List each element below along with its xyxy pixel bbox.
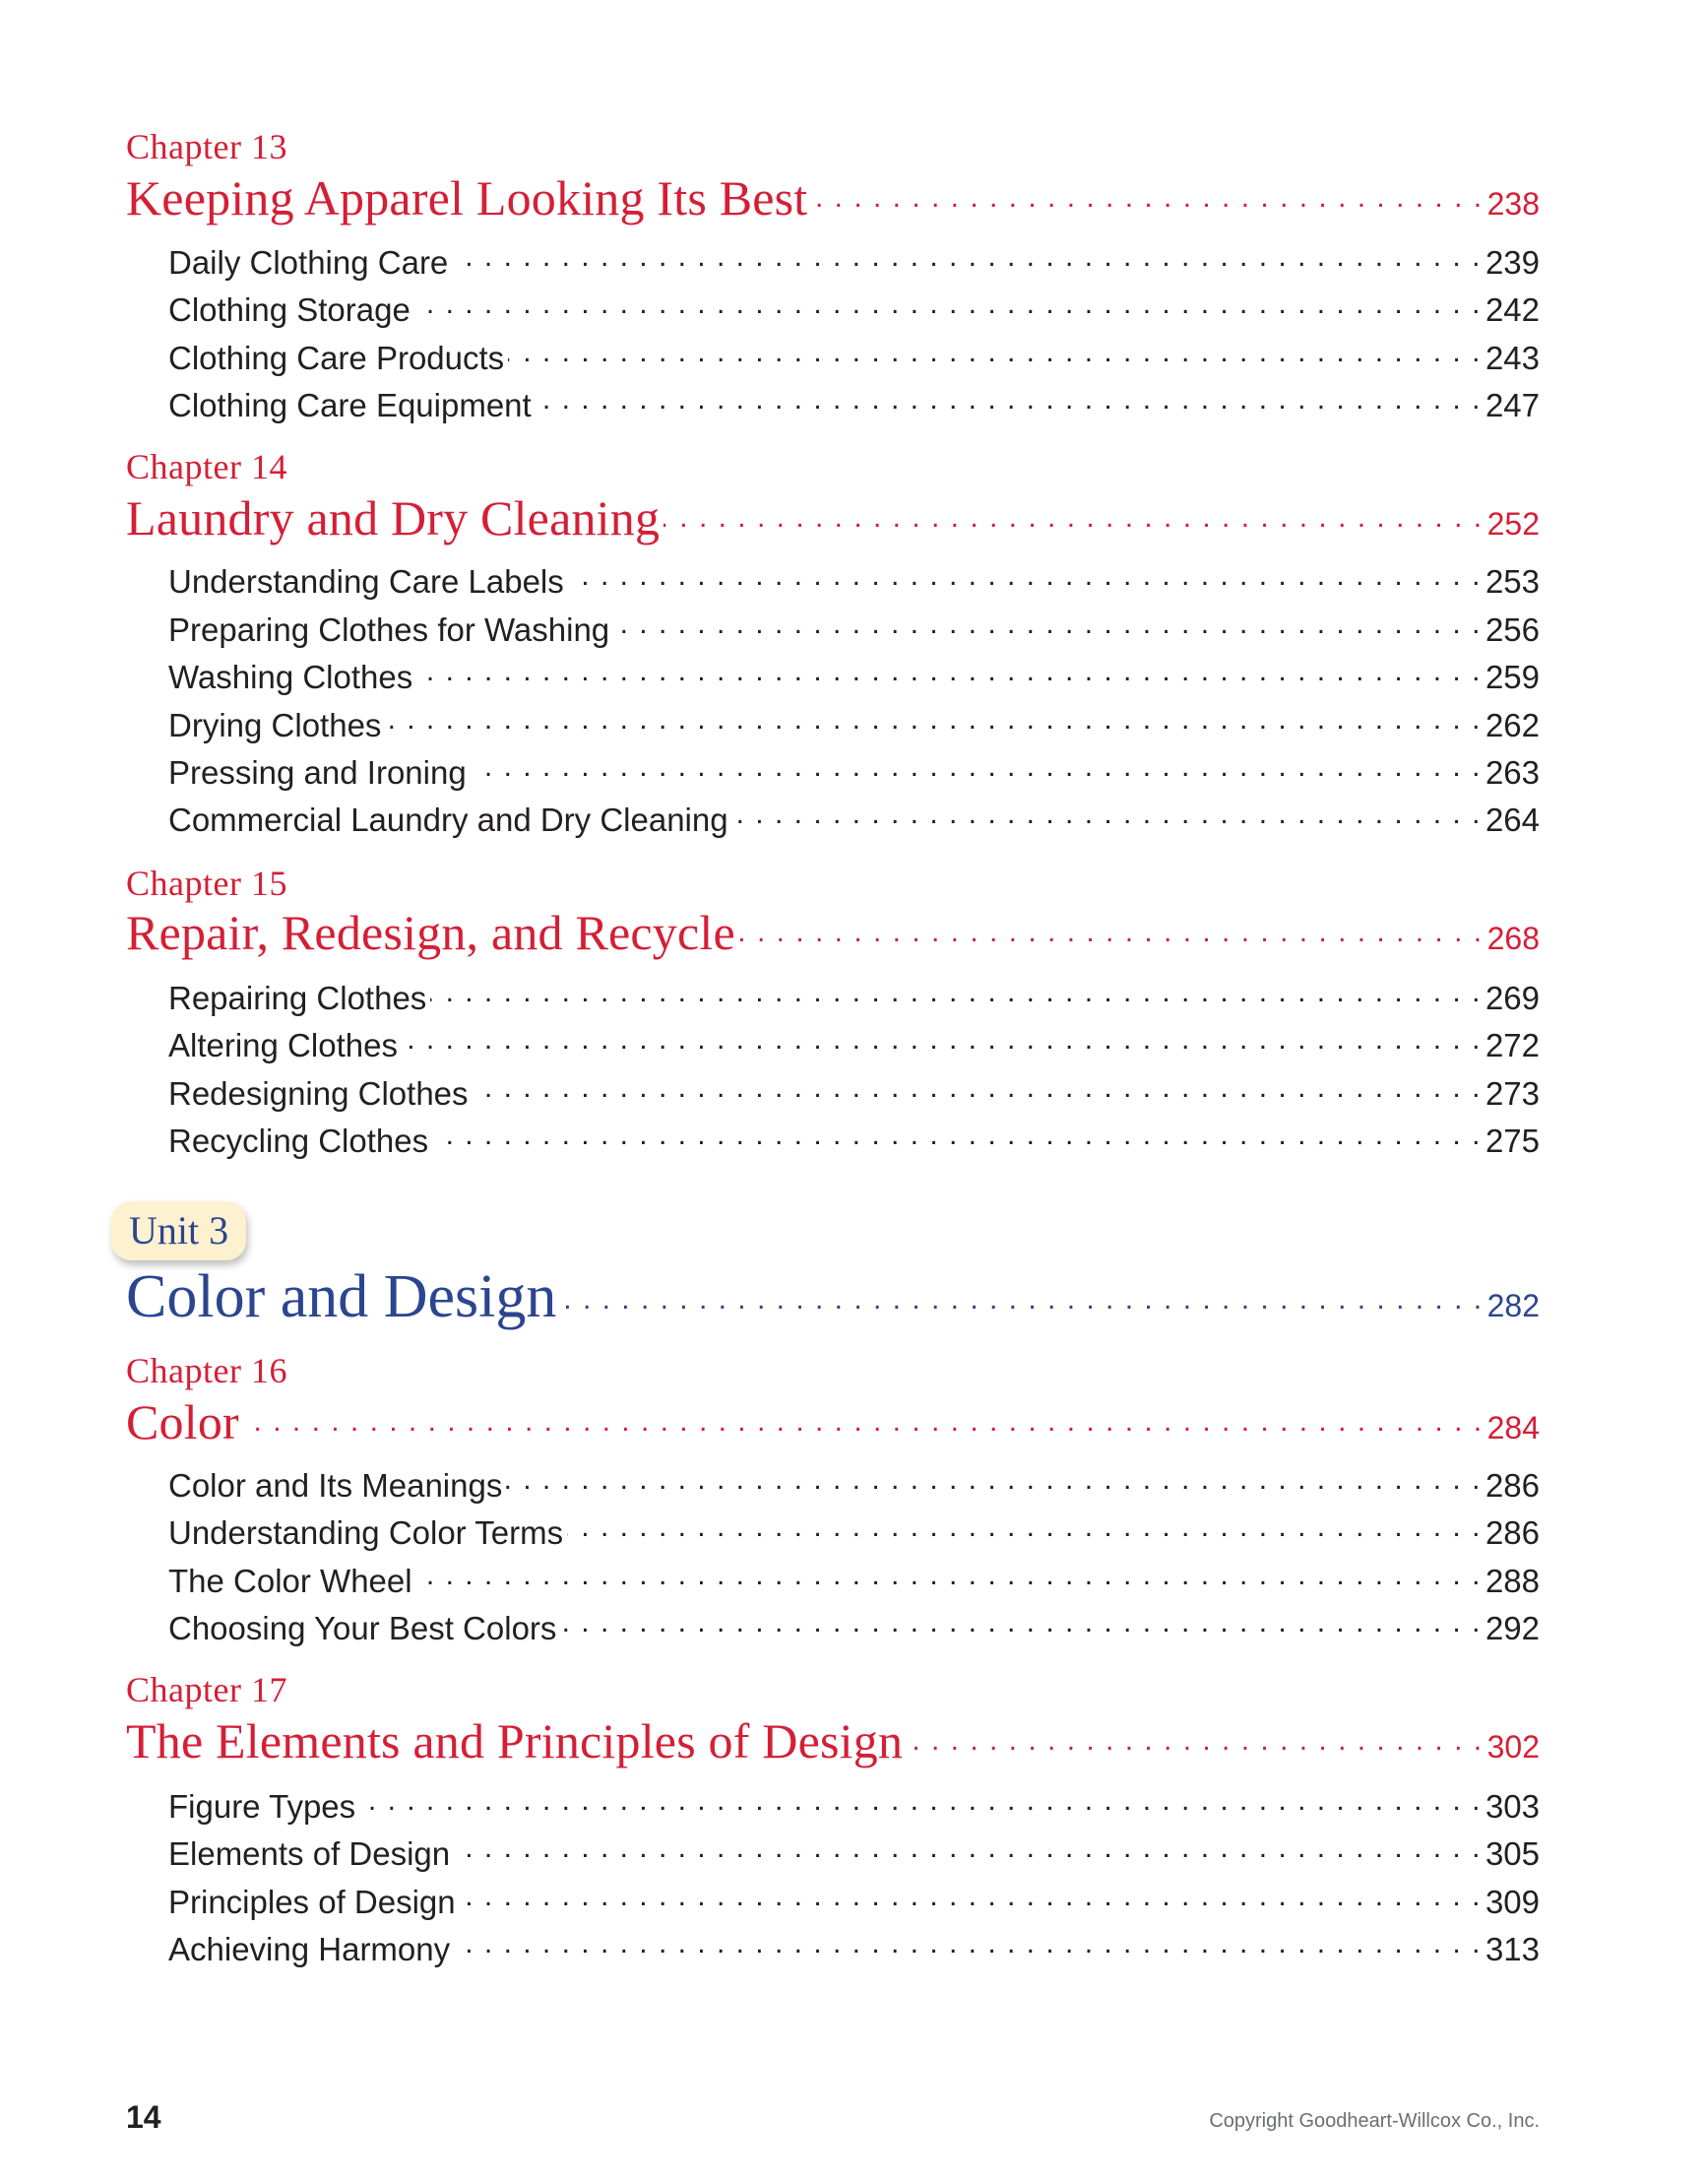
dot-leader	[560, 1283, 1483, 1317]
dot-leader	[243, 1405, 1484, 1439]
chapter-page-number: 284	[1486, 1410, 1540, 1445]
toc-entry[interactable]	[168, 798, 1540, 839]
dot-leader	[414, 288, 1482, 321]
entry-page-number: 272	[1485, 1027, 1540, 1063]
chapter-title-row[interactable]	[126, 169, 1540, 226]
dot-leader	[907, 1724, 1483, 1758]
dot-leader	[416, 1559, 1482, 1592]
entry-title: Clothing Care Products	[168, 340, 505, 376]
entry-title: Redesigning Clothes	[168, 1075, 469, 1112]
entry-title: Understanding Color Terms	[168, 1514, 564, 1551]
toc-entry[interactable]	[168, 608, 1540, 649]
entry-title: Drying Clothes	[168, 707, 382, 743]
entry-page-number: 239	[1485, 244, 1540, 281]
entry-title: Elements of Design	[168, 1835, 451, 1872]
toc-entry[interactable]	[168, 750, 1540, 792]
toc-entry[interactable]	[168, 240, 1540, 282]
entry-page-number: 263	[1485, 754, 1540, 791]
unit-title: Color and Design	[126, 1263, 557, 1330]
dot-leader	[359, 1784, 1482, 1818]
entry-page-number: 288	[1485, 1563, 1540, 1599]
chapter-title: Laundry and Dry Cleaning	[126, 490, 661, 546]
chapter-title-row[interactable]	[126, 1712, 1540, 1769]
dot-leader	[460, 1880, 1482, 1913]
entry-page-number: 292	[1485, 1610, 1540, 1646]
unit-page-number: 282	[1486, 1288, 1540, 1323]
dot-leader	[811, 181, 1483, 215]
dot-leader	[452, 240, 1482, 274]
dot-leader	[732, 798, 1482, 831]
chapter-title-row[interactable]	[126, 489, 1540, 546]
dot-leader	[613, 608, 1482, 641]
entry-title: Figure Types	[168, 1788, 356, 1825]
entry-title: The Color Wheel	[168, 1563, 412, 1599]
toc-entry[interactable]	[168, 1463, 1540, 1505]
toc-entry[interactable]	[168, 336, 1540, 377]
toc-entry[interactable]	[168, 1784, 1540, 1826]
chapter-page-number: 238	[1486, 186, 1540, 222]
dot-leader	[454, 1927, 1482, 1960]
unit-title-row[interactable]	[126, 1262, 1540, 1332]
entry-page-number: 303	[1485, 1788, 1540, 1825]
toc-entry[interactable]	[168, 976, 1540, 1017]
chapter-title: The Elements and Principles of Design	[126, 1713, 904, 1768]
toc-entry[interactable]	[168, 288, 1540, 329]
entry-title: Repairing Clothes	[168, 980, 427, 1016]
chapter-title: Repair, Redesign, and Recycle	[126, 905, 735, 960]
entry-page-number: 256	[1485, 611, 1540, 648]
unit-badge: Unit 3	[111, 1201, 246, 1260]
chapter-page-number: 302	[1486, 1729, 1540, 1765]
toc-entry[interactable]	[168, 1510, 1540, 1552]
toc-entry[interactable]	[168, 1023, 1540, 1064]
entry-page-number: 253	[1485, 563, 1540, 600]
chapter-label: Chapter 15	[126, 864, 287, 903]
dot-leader	[568, 559, 1482, 593]
footer-page-number: 14	[126, 2099, 161, 2135]
chapter-title-row[interactable]	[126, 904, 1540, 961]
entry-page-number: 242	[1485, 291, 1540, 328]
entry-page-number: 286	[1485, 1467, 1540, 1504]
entry-page-number: 275	[1485, 1123, 1540, 1159]
dot-leader	[560, 1606, 1482, 1639]
entry-page-number: 247	[1485, 387, 1540, 423]
entry-title: Recycling Clothes	[168, 1123, 429, 1159]
toc-entry[interactable]	[168, 703, 1540, 744]
dot-leader	[402, 1023, 1482, 1057]
toc-entry[interactable]	[168, 383, 1540, 424]
entry-title: Principles of Design	[168, 1884, 456, 1920]
chapter-page-number: 268	[1486, 921, 1540, 956]
entry-title: Understanding Care Labels	[168, 563, 564, 600]
entry-title: Clothing Care Equipment	[168, 387, 532, 423]
dot-leader	[454, 1831, 1482, 1865]
entry-page-number: 305	[1485, 1835, 1540, 1872]
dot-leader	[473, 1071, 1482, 1105]
toc-entry[interactable]	[168, 1831, 1540, 1873]
entry-title: Achieving Harmony	[168, 1931, 451, 1967]
dot-leader	[385, 703, 1482, 737]
dot-leader	[536, 383, 1482, 417]
entry-title: Clothing Storage	[168, 291, 411, 328]
entry-page-number: 269	[1485, 980, 1540, 1016]
toc-entry[interactable]	[168, 1927, 1540, 1968]
toc-entry[interactable]	[168, 1559, 1540, 1600]
chapter-title: Keeping Apparel Looking Its Best	[126, 170, 808, 225]
dot-leader	[430, 976, 1482, 1009]
chapter-label: Chapter 17	[126, 1670, 287, 1709]
toc-entry[interactable]	[168, 1119, 1540, 1160]
toc-entry[interactable]	[168, 1880, 1540, 1921]
dot-leader	[506, 1463, 1482, 1497]
entry-page-number: 259	[1485, 659, 1540, 695]
chapter-label: Chapter 14	[126, 447, 287, 486]
entry-title: Commercial Laundry and Dry Cleaning	[168, 802, 728, 838]
dot-leader	[739, 916, 1484, 949]
entry-title: Washing Clothes	[168, 659, 413, 695]
toc-entry[interactable]	[168, 1071, 1540, 1113]
dot-leader	[432, 1119, 1482, 1152]
entry-title: Preparing Clothes for Washing	[168, 611, 610, 648]
entry-title: Altering Clothes	[168, 1027, 398, 1063]
footer-copyright: Copyright Goodheart-Willcox Co., Inc.	[1209, 2110, 1540, 2132]
entry-title: Choosing Your Best Colors	[168, 1610, 557, 1646]
entry-page-number: 313	[1485, 1931, 1540, 1967]
dot-leader	[471, 750, 1482, 784]
dot-leader	[567, 1510, 1482, 1544]
entry-title: Daily Clothing Care	[168, 244, 449, 281]
toc-entry[interactable]	[168, 559, 1540, 601]
toc-entry[interactable]	[168, 655, 1540, 696]
chapter-label: Chapter 13	[126, 127, 287, 166]
dot-leader	[508, 336, 1482, 369]
dot-leader	[416, 655, 1482, 688]
entry-title: Color and Its Meanings	[168, 1467, 503, 1504]
entry-page-number: 264	[1485, 802, 1540, 838]
entry-page-number: 309	[1485, 1884, 1540, 1920]
chapter-title: Color	[126, 1394, 239, 1449]
entry-page-number: 273	[1485, 1075, 1540, 1112]
chapter-title-row[interactable]	[126, 1393, 1540, 1450]
entry-page-number: 243	[1485, 340, 1540, 376]
toc-entry[interactable]	[168, 1606, 1540, 1647]
dot-leader	[663, 501, 1483, 535]
entry-title: Pressing and Ironing	[168, 754, 467, 791]
chapter-page-number: 252	[1486, 506, 1540, 542]
entry-page-number: 262	[1485, 707, 1540, 743]
entry-page-number: 286	[1485, 1514, 1540, 1551]
chapter-label: Chapter 16	[126, 1351, 287, 1390]
